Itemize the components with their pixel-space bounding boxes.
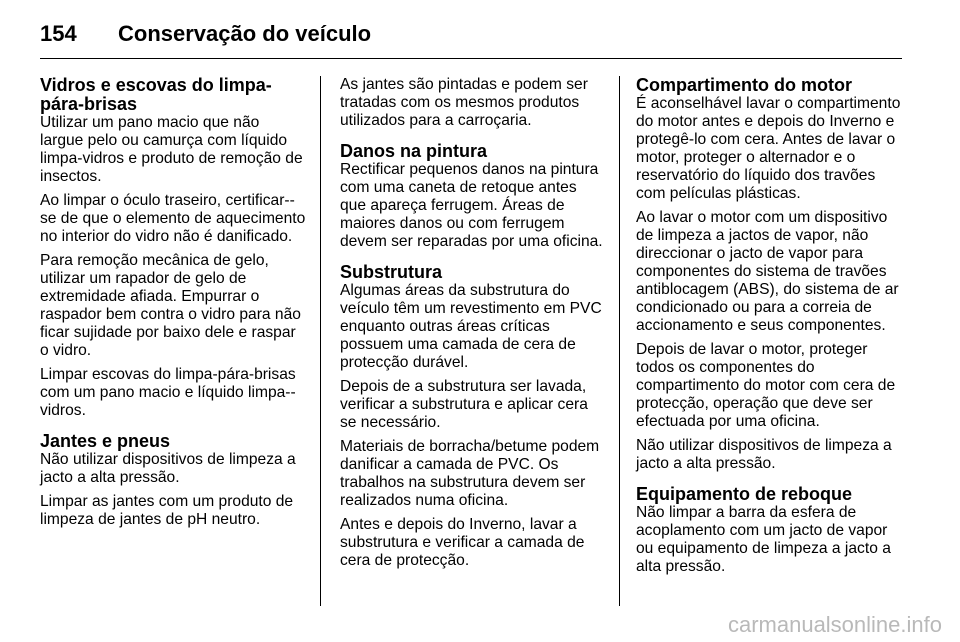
paragraph: Ao lavar o motor com um dispositivo de limpeza a jactos de vapor, não direccionar o jacto de vapor para componentes do sistema de travões antiblocagem (ABS), do sistema de ar condicionado ou para a correia de accionamento e seus componentes. — [636, 209, 899, 334]
paragraph: Não utilizar dispositivos de limpeza a jacto a alta pressão. — [40, 451, 296, 486]
section-wheels-tyres — [40, 432, 306, 529]
section-heading: Jantes e pneus — [40, 431, 171, 451]
section-heading: Danos na pintura — [340, 141, 488, 161]
watermark: carmanualsonline.info — [727, 612, 942, 637]
paragraph: Limpar escovas do limpa-pára-brisas com um pano macio e líquido limpa--vidros. — [40, 366, 296, 419]
paragraph: Ao limpar o óculo traseiro, certificar--se de que o elemento de aquecimento no interior do vidro não é danificado. — [40, 192, 306, 245]
section-towing-equipment — [636, 485, 902, 576]
paragraph: Antes e depois do Inverno, lavar a substrutura e verificar a camada de cera de protecção. — [340, 516, 585, 569]
section-heading: Compartimento do motor — [636, 75, 852, 95]
section-windows-wipers — [40, 76, 306, 420]
column-right — [636, 76, 902, 588]
paragraph: Não utilizar dispositivos de limpeza a jacto a alta pressão. — [636, 437, 892, 472]
paragraph: Utilizar um pano macio que não largue pelo ou camurça com líquido limpa-vidros e produto de remoção de insectos. — [40, 114, 303, 185]
paragraph: Para remoção mecânica de gelo, utilizar um rapador de gelo de extremidade afiada. Empurrar o raspador bem contra o vidro para não ficar sujidade por baixo dele e raspar o vidro. — [40, 252, 301, 359]
page-title: Conservação do veículo — [118, 21, 372, 46]
section-paint-damage — [340, 142, 606, 251]
paragraph: É aconselhável lavar o compartimento do motor antes e depois do Inverno e protegê-lo com cera. Antes de lavar o motor, proteger o alternador e o reservatório do líquido dos travões com películas plásticas. — [636, 95, 901, 202]
section-engine-compartment — [636, 76, 902, 473]
page-header — [40, 14, 371, 54]
section-underbody — [340, 263, 606, 570]
paragraph: Depois de lavar o motor, proteger todos os componentes do compartimento do motor com cera de protecção, operação que deve ser efectuada por uma oficina. — [636, 341, 896, 430]
paragraph: Depois de a substrutura ser lavada, verificar a substrutura e aplicar cera se necessário. — [340, 378, 588, 431]
section-heading: Equipamento de reboque — [636, 484, 853, 504]
section-heading: Vidros e escovas do limpa-pára-brisas — [40, 75, 272, 114]
column-middle — [340, 76, 606, 582]
paragraph: Rectificar pequenos danos na pintura com uma caneta de retoque antes que apareça ferrugem. Áreas de maiores danos ou com ferrugem devem ser reparadas por uma oficina. — [340, 161, 603, 250]
paragraph: Algumas áreas da substrutura do veículo têm um revestimento em PVC enquanto outras áreas críticas possuem uma camada de cera de protecção durável. — [340, 282, 602, 371]
paragraph: Não limpar a barra da esfera de acoplamento com um jacto de vapor ou equipamento de limpeza a jacto a alta pressão. — [636, 504, 891, 575]
section-heading: Substrutura — [340, 262, 443, 282]
header-rule — [40, 58, 902, 59]
column-divider — [619, 76, 620, 606]
paragraph: Limpar as jantes com um produto de limpeza de jantes de pH neutro. — [40, 493, 294, 528]
paragraph: As jantes são pintadas e podem ser tratadas com os mesmos produtos utilizados para a carroçaria. — [340, 76, 588, 129]
paragraph: Materiais de borracha/betume podem danificar a camada de PVC. Os trabalhos na substrutura devem ser realizados numa oficina. — [340, 438, 600, 509]
page-number: 154 — [40, 21, 77, 46]
column-left — [40, 76, 306, 541]
column-divider — [320, 76, 321, 606]
